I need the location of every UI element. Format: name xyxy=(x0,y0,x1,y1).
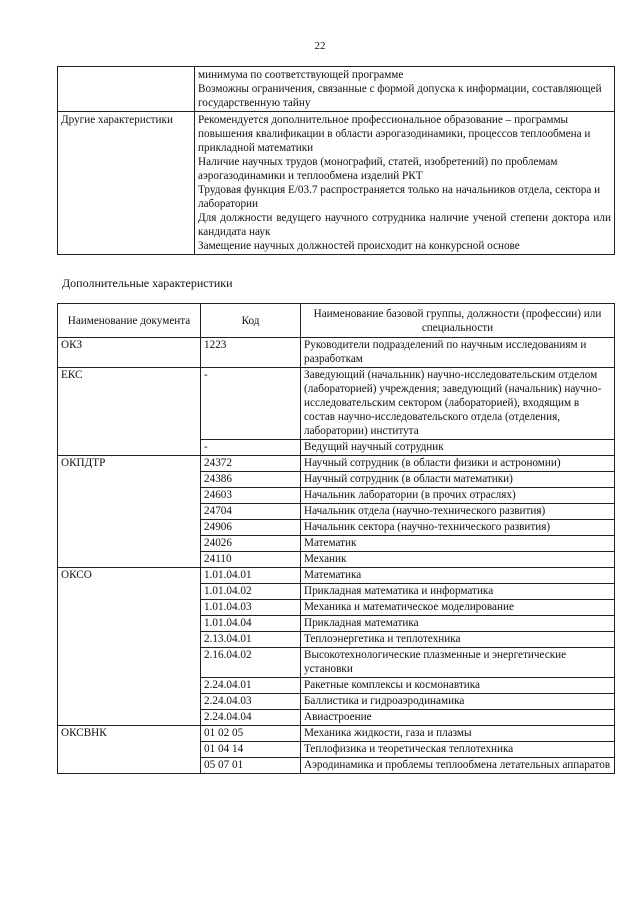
name-cell: Руководители подразделений по научным исследованиям и разработкам xyxy=(301,338,615,368)
name-cell: Аэродинамика и проблемы теплообмена летательных аппаратов xyxy=(301,758,615,774)
header-document: Наименование документа xyxy=(58,304,201,338)
code-cell: 01 02 05 xyxy=(201,726,301,742)
document-cell: ОКСВНК xyxy=(58,726,201,774)
code-cell: 24603 xyxy=(201,488,301,504)
code-cell: 2.16.04.02 xyxy=(201,648,301,678)
table-row xyxy=(58,456,615,472)
code-cell: 1.01.04.03 xyxy=(201,600,301,616)
code-cell: 24110 xyxy=(201,552,301,568)
requirements-line: минимума по соответствующей программе xyxy=(198,69,404,81)
table-header-row xyxy=(58,304,615,338)
code-cell: 2.24.04.03 xyxy=(201,694,301,710)
name-cell: Прикладная математика xyxy=(301,616,615,632)
table-row xyxy=(58,568,615,584)
other-characteristics-line: Наличие научных трудов (монографий, статей, изобретений) по проблемам аэрогазодинамики и теплообмена изделий РКТ xyxy=(198,156,558,182)
code-cell: 1.01.04.01 xyxy=(201,568,301,584)
other-characteristics-line: Замещение научных должностей происходит на конкурсной основе xyxy=(198,240,520,252)
code-cell: 24704 xyxy=(201,504,301,520)
code-cell: 2.24.04.01 xyxy=(201,678,301,694)
page-number: 22 xyxy=(314,40,326,52)
name-cell: Механик xyxy=(301,552,615,568)
name-cell: Теплоэнергетика и теплотехника xyxy=(301,632,615,648)
table-row xyxy=(58,368,615,440)
other-characteristics-cell xyxy=(195,112,615,255)
name-cell: Начальник лаборатории (в прочих отраслях) xyxy=(301,488,615,504)
other-characteristics-row xyxy=(58,112,615,255)
code-cell: 2.24.04.04 xyxy=(201,710,301,726)
name-cell: Прикладная математика и информатика xyxy=(301,584,615,600)
requirements-continuation-cell xyxy=(195,67,615,112)
code-cell: 1223 xyxy=(201,338,301,368)
code-cell: 24372 xyxy=(201,456,301,472)
code-cell: 2.13.04.01 xyxy=(201,632,301,648)
other-characteristics-label: Другие характеристики xyxy=(58,112,195,255)
name-cell: Высокотехнологические плазменные и энергетические установки xyxy=(301,648,615,678)
code-cell: 1.01.04.02 xyxy=(201,584,301,600)
document-cell: ОКЗ xyxy=(58,338,201,368)
name-cell: Ведущий научный сотрудник xyxy=(301,440,615,456)
requirements-line: Возможны ограничения, связанные с формой допуска к информации, составляющей государственную тайну xyxy=(198,83,602,109)
name-cell: Механика и математическое моделирование xyxy=(301,600,615,616)
section-heading: Дополнительные характеристики xyxy=(62,276,233,290)
code-cell: 24026 xyxy=(201,536,301,552)
code-cell: 24386 xyxy=(201,472,301,488)
additional-characteristics-table xyxy=(57,303,615,774)
name-cell: Начальник сектора (научно-технического развития) xyxy=(301,520,615,536)
code-cell: 1.01.04.04 xyxy=(201,616,301,632)
code-cell: 01 04 14 xyxy=(201,742,301,758)
name-cell: Научный сотрудник (в области физики и астрономии) xyxy=(301,456,615,472)
name-cell: Механика жидкости, газа и плазмы xyxy=(301,726,615,742)
name-cell: Баллистика и гидроаэродинамика xyxy=(301,694,615,710)
code-cell: - xyxy=(201,440,301,456)
name-cell: Математик xyxy=(301,536,615,552)
requirements-empty-cell xyxy=(58,67,195,112)
table-row xyxy=(58,338,615,368)
document-cell: ОКСО xyxy=(58,568,201,726)
document-cell: ЕКС xyxy=(58,368,201,456)
header-code: Код xyxy=(201,304,301,338)
other-characteristics-line: Трудовая функция Е/03.7 распространяется только на начальников отдела, сектора и лаборатории xyxy=(198,184,601,210)
name-cell: Заведующий (начальник) научно-исследовательским отделом (лабораторией) учреждения; заведующий (начальник) научно-исследовательским сектором (лабораторией), входящим в состав научно-исследовательского отдела (отделения, лаборатории) института xyxy=(301,368,615,440)
table-body xyxy=(58,338,615,774)
name-cell: Теплофизика и теоретическая теплотехника xyxy=(301,742,615,758)
code-cell: 24906 xyxy=(201,520,301,536)
header-name: Наименование базовой группы, должности (профессии) или специальности xyxy=(301,304,615,338)
table-row xyxy=(58,726,615,742)
code-cell: - xyxy=(201,368,301,440)
name-cell: Начальник отдела (научно-технического развития) xyxy=(301,504,615,520)
other-characteristics-line: Рекомендуется дополнительное профессиональное образование – программы повышения квалификации в области аэрогазодинамики, процессов теплообмена и прикладной математики xyxy=(198,114,591,154)
name-cell: Научный сотрудник (в области математики) xyxy=(301,472,615,488)
name-cell: Авиастроение xyxy=(301,710,615,726)
name-cell: Ракетные комплексы и космонавтика xyxy=(301,678,615,694)
document-cell: ОКПДТР xyxy=(58,456,201,568)
other-characteristics-line: Для должности ведущего научного сотрудника наличие ученой степени доктора или кандидата наук xyxy=(198,212,611,238)
name-cell: Математика xyxy=(301,568,615,584)
code-cell: 05 07 01 xyxy=(201,758,301,774)
requirements-table xyxy=(57,66,615,255)
requirements-continuation-row xyxy=(58,67,615,112)
